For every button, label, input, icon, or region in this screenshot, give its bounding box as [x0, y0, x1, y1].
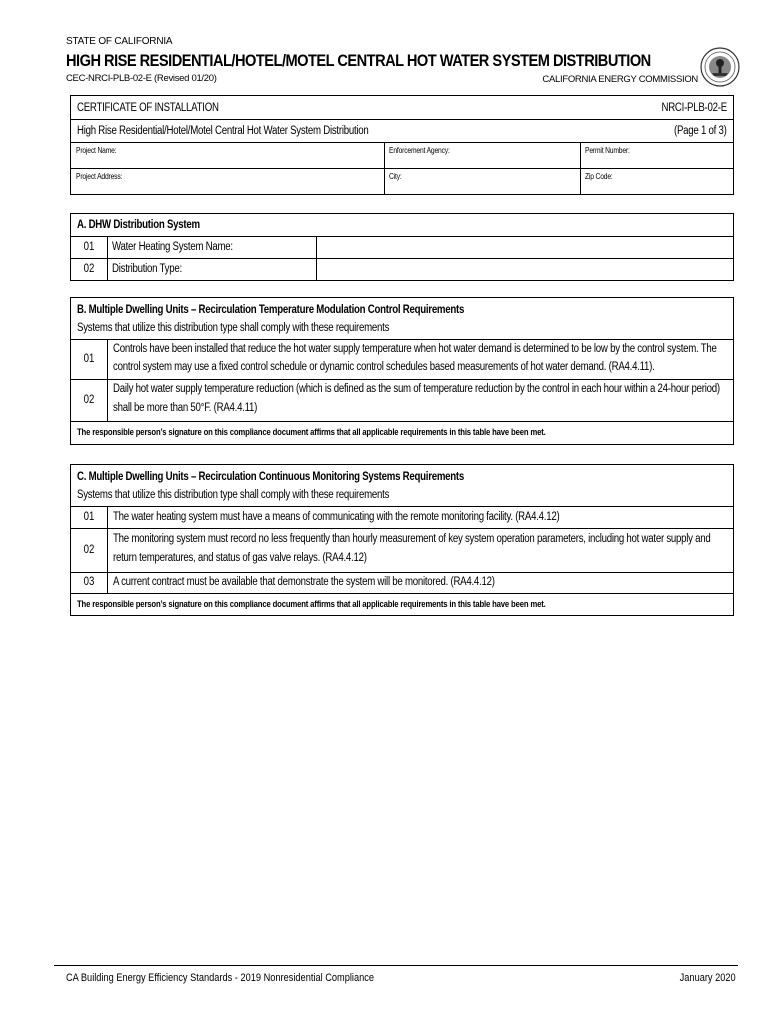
section-a-table — [70, 213, 734, 281]
city-field[interactable]: City: — [389, 172, 402, 181]
water-heating-system-name-input[interactable] — [317, 237, 733, 258]
section-a-heading: A. DHW Distribution System — [77, 219, 200, 231]
section-b-table — [70, 297, 734, 445]
footer-date: January 2020 — [679, 972, 736, 984]
footer-divider — [54, 965, 738, 966]
agency-name: CALIFORNIA ENERGY COMMISSION — [542, 74, 698, 85]
permit-number-field[interactable]: Permit Number: — [585, 146, 630, 155]
section-c-heading: C. Multiple Dwelling Units – Recirculation Continuous Monitoring Systems Requirements — [77, 471, 465, 483]
project-name-field[interactable]: Project Name: — [76, 146, 117, 155]
document-title: HIGH RISE RESIDENTIAL/HOTEL/MOTEL CENTRAL HOT WATER SYSTEM DISTRIBUTION — [66, 51, 651, 70]
row-number: 01 — [83, 511, 95, 523]
water-heating-system-name-label: Water Heating System Name: — [112, 241, 233, 253]
certificate-subtitle: High Rise Residential/Hotel/Motel Central Hot Water System Distribution — [77, 125, 369, 137]
row-number: 02 — [83, 544, 95, 556]
distribution-type-label: Distribution Type: — [112, 263, 182, 275]
signature-statement: The responsible person’s signature on this compliance document affirms that all applicable requirements in this table have been met. — [77, 427, 546, 437]
requirement-text: Daily hot water supply temperature reduction (which is defined as the sum of temperature reduction by the control in each hour within a 24-hour period) — [113, 383, 720, 395]
requirement-text: shall be more than 50°F. (RA4.4.11) — [113, 402, 258, 414]
section-c-subheading: Systems that utilize this distribution type shall comply with these requirements — [77, 489, 390, 501]
requirement-text: control system may use a fixed control schedule or dynamic control schedules based measurements of hot water demand. (RA4.4.11). — [113, 361, 655, 373]
requirement-text: Controls have been installed that reduce the hot water supply temperature when hot water demand is determined to be low by the control system. The — [113, 343, 717, 355]
state-label: STATE OF CALIFORNIA — [66, 36, 173, 47]
row-number: 02 — [83, 263, 95, 275]
row-number: 01 — [83, 241, 95, 253]
certificate-code: NRCI-PLB-02-E — [661, 102, 727, 114]
signature-statement: The responsible person’s signature on this compliance document affirms that all applicable requirements in this table have been met. — [77, 599, 546, 609]
requirement-text: A current contract must be available that demonstrate the system will be monitored. (RA4.4.12) — [113, 576, 495, 588]
enforcement-agency-field[interactable]: Enforcement Agency: — [389, 146, 450, 155]
section-c-table — [70, 464, 734, 616]
requirement-text: The monitoring system must record no less frequently than hourly measurement of key system operation parameters, including hot water supply and — [113, 533, 711, 545]
section-b-heading: B. Multiple Dwelling Units – Recirculation Temperature Modulation Control Requirements — [77, 304, 465, 316]
footer-standards: CA Building Energy Efficiency Standards - 2019 Nonresidential Compliance — [66, 972, 375, 984]
certificate-header — [70, 95, 734, 195]
distribution-type-input[interactable] — [317, 259, 733, 281]
section-b-subheading: Systems that utilize this distribution type shall comply with these requirements — [77, 322, 390, 334]
requirement-text: The water heating system must have a means of communicating with the remote monitoring facility. (RA4.4.12) — [113, 511, 560, 523]
row-number: 01 — [83, 353, 95, 365]
zip-code-field[interactable]: Zip Code: — [585, 172, 613, 181]
row-number: 02 — [83, 394, 95, 406]
requirement-text: return temperatures, and status of gas valve relays. (RA4.4.12) — [113, 552, 367, 564]
page-number: (Page 1 of 3) — [674, 125, 727, 137]
certificate-title: CERTIFICATE OF INSTALLATION — [77, 102, 219, 114]
row-number: 03 — [83, 576, 95, 588]
project-address-field[interactable]: Project Address: — [76, 172, 123, 181]
form-code: CEC-NRCI-PLB-02-E (Revised 01/20) — [66, 73, 217, 84]
energy-commission-seal — [700, 47, 740, 87]
